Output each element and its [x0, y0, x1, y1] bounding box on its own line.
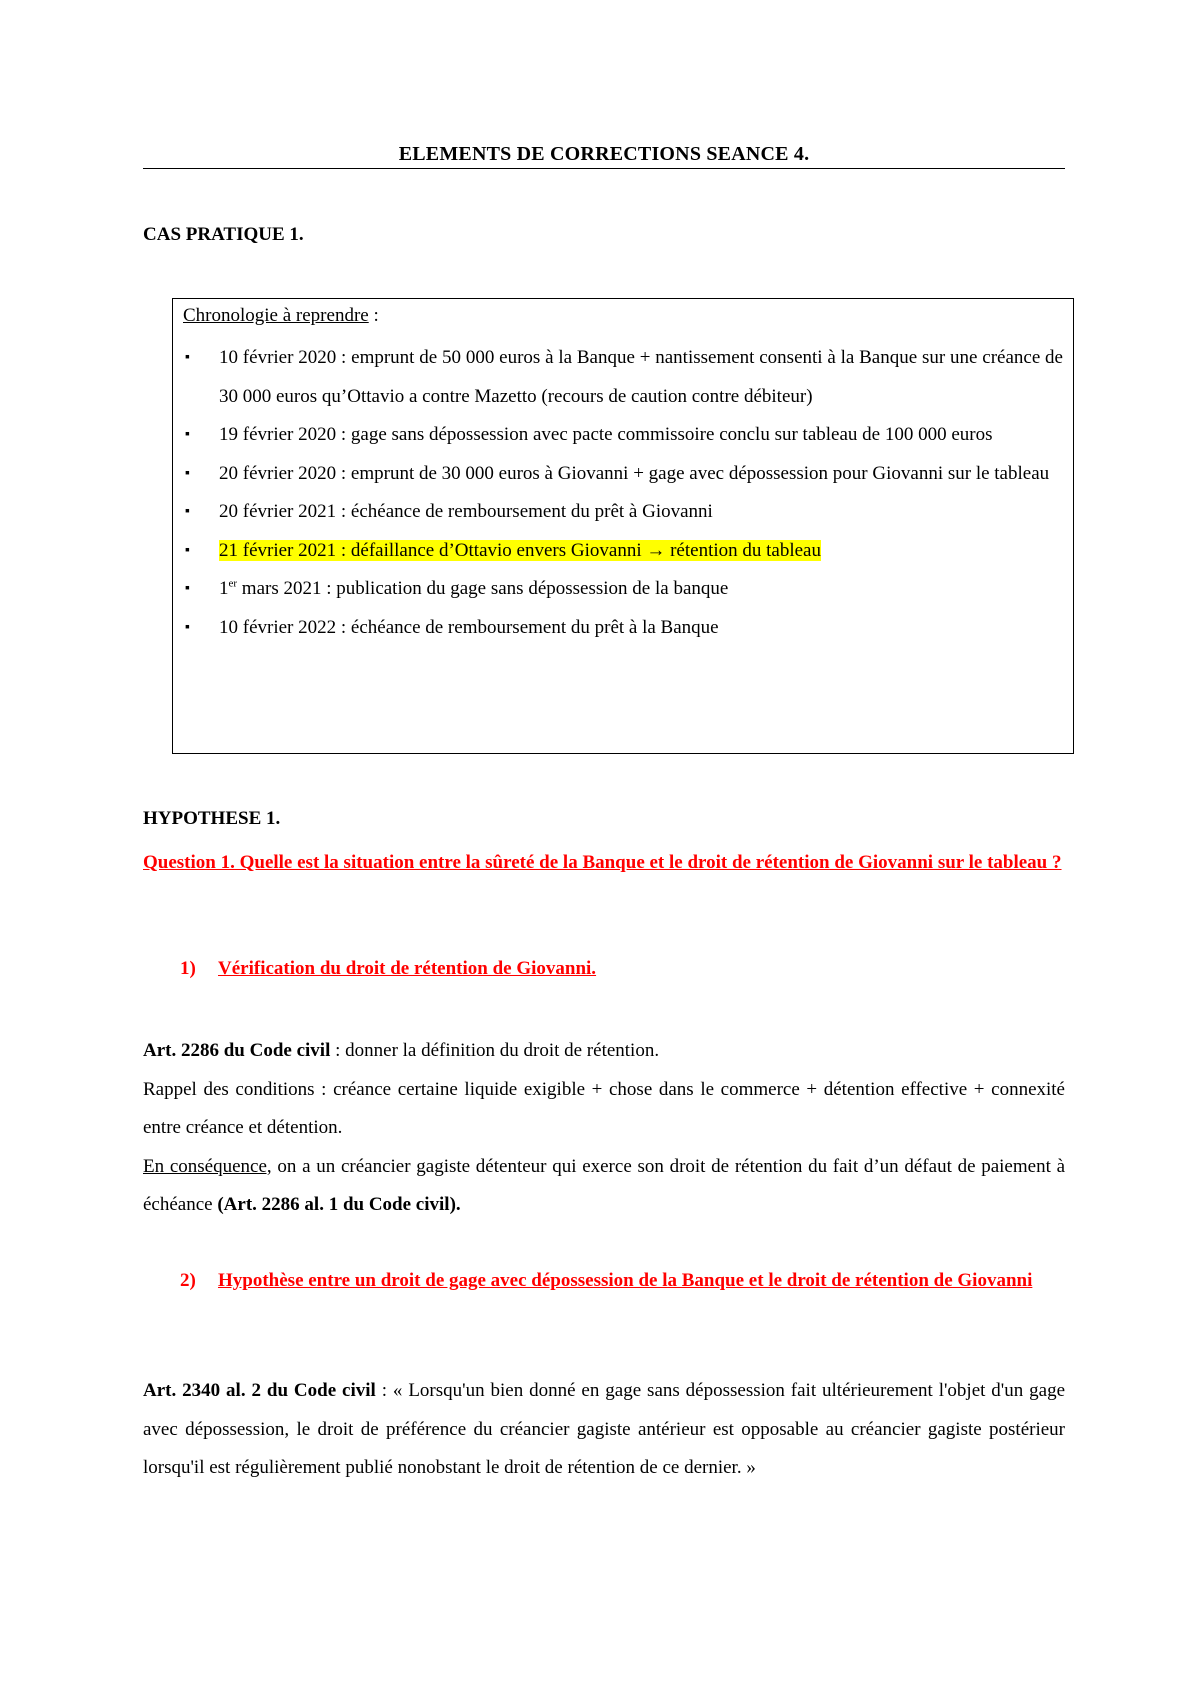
- section-2-title: Hypothèse entre un droit de gage avec dépossession de la Banque et le droit de rétention de Giovanni: [218, 1270, 1033, 1291]
- list-item-text: mars 2021 : publication du gage sans dépossession de la banque: [237, 578, 729, 599]
- hypothesis-heading: HYPOTHESE 1.: [143, 808, 281, 829]
- chronology-heading-label: Chronologie à reprendre: [183, 305, 369, 326]
- article-quote: : « Lorsqu'un bien donné en gage sans dépossession fait ultérieurement l'objet d'un gage avec dépossession, le droit de préférence du créancier gagiste antérieur est opposable au créancier gagiste postérieur lorsqu'il est régulièrement publié nonobstant le droit de rétention de ce dernier. »: [143, 1380, 1066, 1478]
- chronology-list: [173, 339, 1073, 647]
- section-2-heading: [180, 1262, 1065, 1300]
- chronology-heading-suffix: :: [368, 305, 379, 326]
- conditions-text: Rappel des conditions : créance certaine liquide exigible + chose dans le commerce + détention effective + connexité entre créance et détention.: [143, 1078, 1065, 1138]
- paragraph-2: [143, 1372, 1065, 1488]
- bullet-icon: ▪: [185, 542, 190, 558]
- section-1-heading: [180, 958, 596, 980]
- consequence-lead: En conséquence,: [143, 1155, 272, 1177]
- bullet-icon: ▪: [185, 581, 190, 596]
- list-item: [173, 339, 1073, 416]
- list-item-text: 10 février 2020 : emprunt de 50 000 euros à la Banque + nantissement consenti à la Banque sur une créance de 30 000 euros qu’Ottavio a contre Mazetto (recours de caution contre débiteur): [219, 347, 1063, 407]
- bullet-icon: ▪: [185, 504, 190, 519]
- bullet-icon: ▪: [185, 465, 190, 481]
- list-item: [173, 455, 1073, 494]
- bullet-icon: ▪: [185, 350, 190, 365]
- list-item-text: 10 février 2022 : échéance de remboursement du prêt à la Banque: [219, 616, 719, 638]
- page-title: ELEMENTS DE CORRECTIONS SEANCE 4.: [398, 143, 810, 165]
- case-title: CAS PRATIQUE 1.: [143, 224, 304, 245]
- bullet-icon: ▪: [185, 619, 190, 635]
- section-1-title: Vérification du droit de rétention de Giovanni.: [218, 958, 597, 979]
- list-item-prefix: 1: [219, 578, 229, 599]
- paragraph-1: [143, 1032, 1065, 1225]
- chronology-heading: [183, 305, 379, 327]
- chronology-box: [172, 298, 1074, 754]
- list-item: [173, 493, 1073, 532]
- section-1-number: 1): [180, 958, 196, 979]
- article-text: : donner la définition du droit de rétention.: [330, 1040, 660, 1061]
- title-block: [143, 143, 1065, 169]
- list-item: [173, 416, 1073, 455]
- list-item-highlighted: [173, 532, 1073, 571]
- list-item: [173, 609, 1073, 648]
- consequence-reference: (Art. 2286 al. 1 du Code civil).: [217, 1194, 461, 1215]
- list-item: [173, 570, 1073, 609]
- section-2-number: 2): [180, 1270, 196, 1291]
- highlighted-text: 21 février 2021 : défaillance d’Ottavio envers Giovanni → rétention du tableau: [219, 539, 821, 561]
- list-item-text: 20 février 2020 : emprunt de 30 000 euros à Giovanni + gage avec dépossession pour Giovanni sur le tableau: [219, 462, 1050, 484]
- question-heading: Question 1. Quelle est la situation entre la sûreté de la Banque et le droit de rétention de Giovanni sur le tableau ?: [143, 852, 1062, 873]
- list-item-text: 19 février 2020 : gage sans dépossession avec pacte commissoire conclu sur tableau de 100 000 euros: [219, 424, 993, 445]
- list-item-text: 20 février 2021 : échéance de remboursement du prêt à Giovanni: [219, 501, 713, 522]
- article-reference: Art. 2340 al. 2 du Code civil: [143, 1380, 376, 1401]
- consequence-body: on a un créancier gagiste détenteur qui exerce son droit de rétention du fait d’un défaut de paiement à échéance: [143, 1155, 1066, 1215]
- article-reference: Art. 2286 du Code civil: [143, 1040, 331, 1061]
- bullet-icon: ▪: [185, 427, 190, 442]
- superscript: er: [228, 577, 238, 590]
- consequence-text: [143, 1148, 1065, 1225]
- article-line: [143, 1032, 1065, 1071]
